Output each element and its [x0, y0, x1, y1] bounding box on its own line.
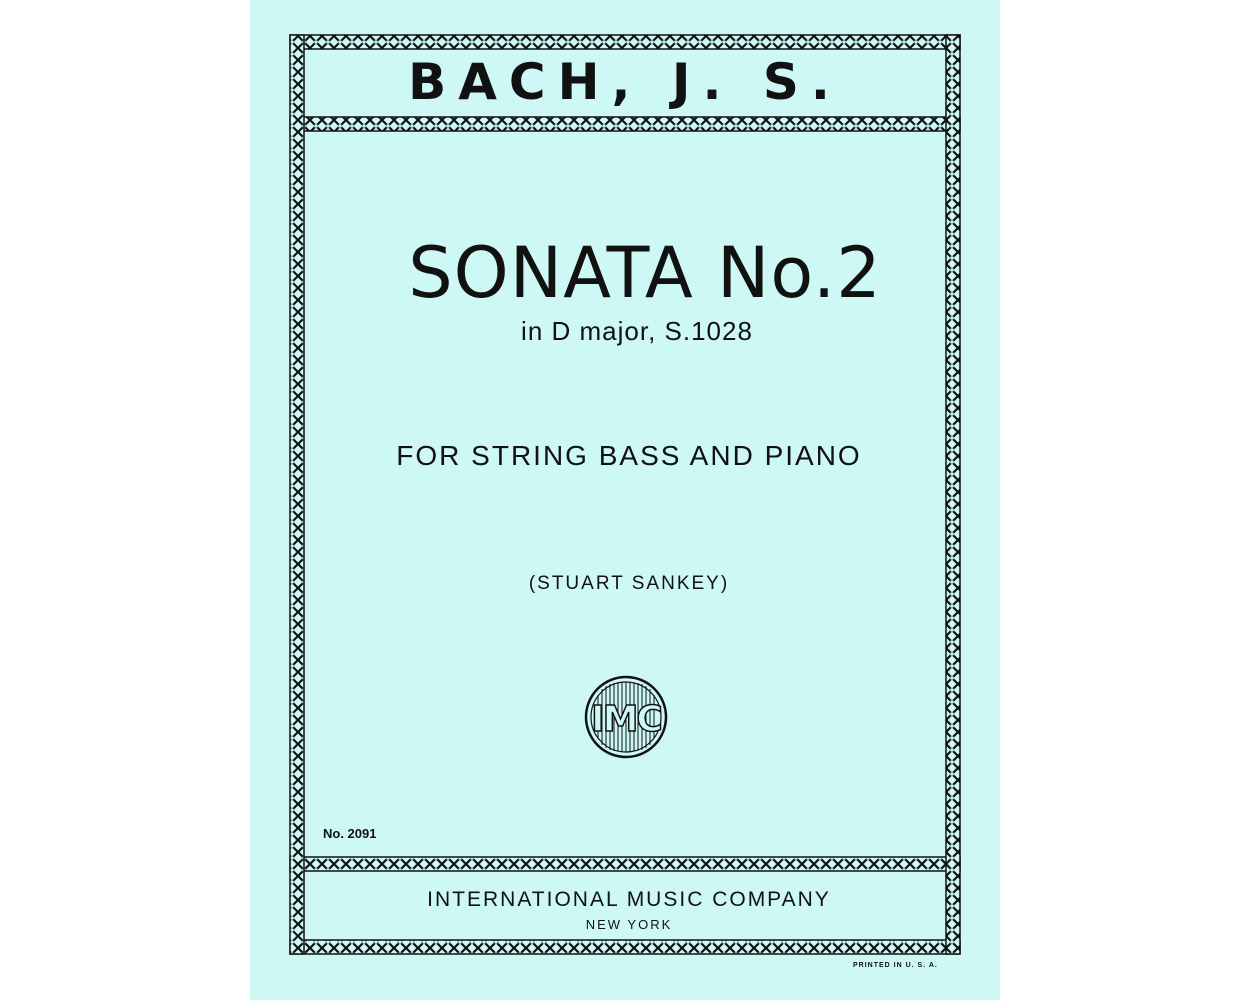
publisher-name: INTERNATIONAL MUSIC COMPANY: [427, 888, 831, 911]
logo-lettering: IMC: [591, 699, 661, 740]
editor-credit: (STUART SANKEY): [528, 573, 730, 594]
instrumentation-line: FOR STRING BASS AND PIANO: [396, 440, 862, 471]
decorative-border: [250, 0, 1000, 1000]
work-title: SONATA No.2: [408, 232, 882, 314]
imc-logo: [584, 675, 668, 759]
catalog-number: No. 2091: [323, 826, 377, 841]
music-cover: [250, 0, 1000, 1000]
composer-name: BACH, J. S.: [408, 53, 842, 111]
publisher-city: NEW YORK: [585, 917, 673, 932]
printed-in-note: PRINTED IN U. S. A.: [853, 962, 938, 969]
work-subtitle: in D major, S.1028: [521, 316, 753, 346]
